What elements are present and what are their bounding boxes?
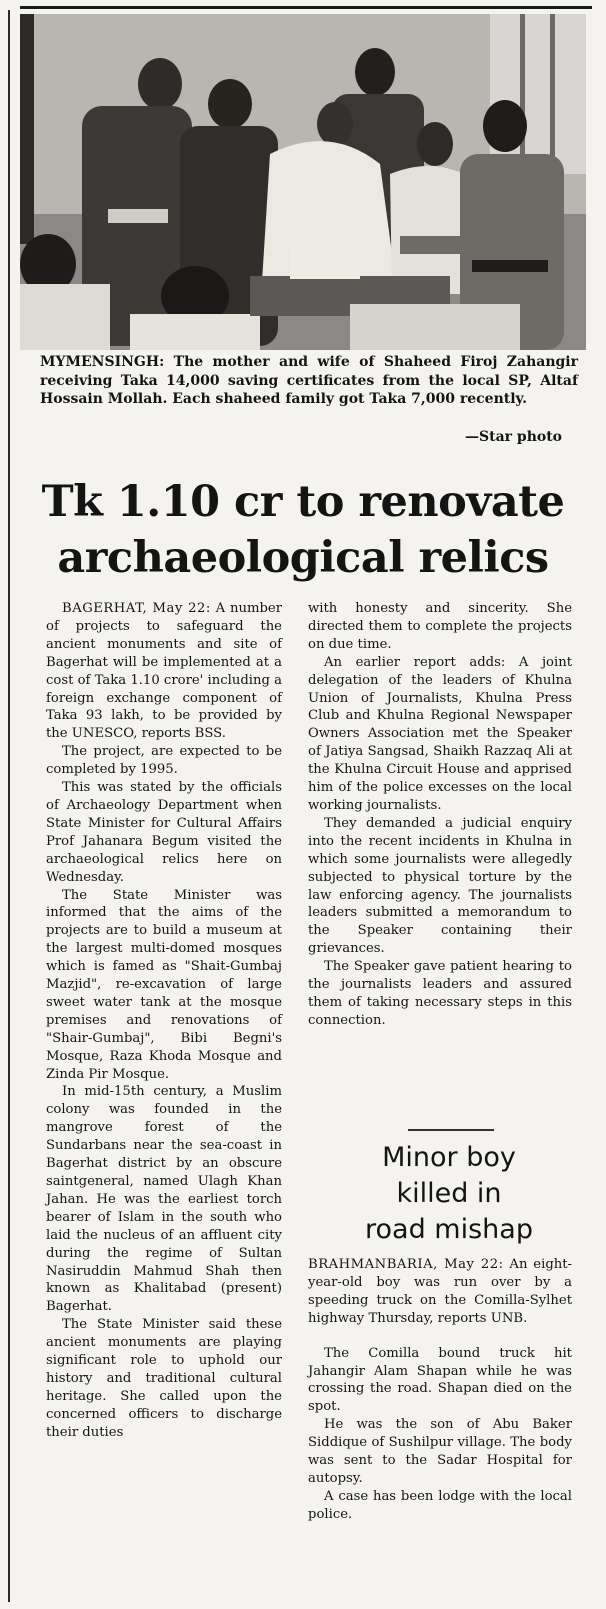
article-paragraph: The Comilla bound truck hit Jahangir Alam Shapan while he was crossing the road. Shapan died on the spot. xyxy=(308,1345,572,1415)
article-paragraph: The Speaker gave patient hearing to the journalists leaders and assured them of taking necessary steps in this connection. xyxy=(308,959,572,1028)
paragraph-text: A number of projects to safeguard the ancient monuments and site of Bagerhat will be implemented at a cost of Taka 1.10 crore' including a foreign exchange component of Taka 93 lakh, to be provided by the UNESCO, reports BSS. xyxy=(46,601,282,742)
dateline: BRAHMANBARIA, May 22: xyxy=(308,1257,504,1272)
story-divider xyxy=(408,1129,494,1131)
main-headline xyxy=(20,474,586,586)
article-paragraph: This was stated by the officials of Archaeology Department when State Minister for Cultural Affairs Prof Jahanara Begum visited the archaeological relics here on Wednesday. xyxy=(46,780,282,885)
main-headline-line-1: Tk 1.10 cr to renovate xyxy=(41,477,565,527)
article-paragraph: The State Minister said these ancient monuments are playing significant role to uphold our history and traditional cultural heritage. She called upon the concerned officers to discharge their duties xyxy=(46,1317,282,1440)
top-rule xyxy=(20,6,592,9)
secondary-headline-line-2: killed in xyxy=(396,1178,502,1209)
paragraph-gap xyxy=(308,1328,572,1345)
secondary-headline xyxy=(318,1140,580,1248)
article-column-right xyxy=(308,600,572,1030)
article-paragraph: In mid-15th century, a Muslim colony was founded in the mangrove forest of the Sundarbans near the sea-coast in Bagerhat district by an obscure saintgeneral, named Ulagh Khan Jahan. He was the earliest torch bearer of Islam in the south who laid the nucleus of an affluent city during the regime of Sultan Nasiruddin Mahmud Shah then known as Khalitabad (present) Bagerhat. xyxy=(46,1084,282,1315)
main-headline-line-2: archaeological relics xyxy=(57,533,549,583)
secondary-article xyxy=(308,1256,572,1524)
photo-caption: MYMENSINGH: The mother and wife of Shaheed Firoj Zahangir receiving Taka 14,000 saving certificates from the local SP, Altaf Hossain Mollah. Each shaheed family got Taka 7,000 recently. xyxy=(40,354,578,407)
article-paragraph xyxy=(308,1256,572,1328)
secondary-headline-line-1: Minor boy xyxy=(382,1142,516,1173)
column-rule xyxy=(8,10,10,1602)
paragraph-text: An eight-year-old boy was run over by a speeding truck on the Comilla-Sylhet highway Thursday, reports UNB. xyxy=(308,1257,573,1326)
article-paragraph: The State Minister was informed that the aims of the projects are to build a museum at the largest multi-domed mosques which is famed as "Shait-Gumbaj Mazjid", re-excavation of large sweet water tank at the mosque premises and renovations of "Shair-Gumbaj", Bibi Begni's Mosque, Raza Khoda Mosque and Zinda Pir Mosque. xyxy=(46,887,282,1082)
news-photo-illustration xyxy=(20,14,586,350)
article-paragraph: with honesty and sincerity. She directed them to complete the projects on due time. xyxy=(308,601,572,652)
photo-credit: —Star photo xyxy=(465,429,563,445)
news-photo xyxy=(20,14,586,350)
article-paragraph: He was the son of Abu Baker Siddique of Sushilpur village. The body was sent to the Sadar Hospital for autopsy. xyxy=(308,1417,572,1486)
secondary-headline-line-3: road mishap xyxy=(365,1214,533,1245)
dateline: BAGERHAT, May 22: xyxy=(62,601,211,616)
article-paragraph: An earlier report adds: A joint delegation of the leaders of Khulna Union of Journalists, Khulna Press Club and Khulna Regional Newspaper Owners Association met the Speaker of Jatiya Sangsad, Shaikh Razzaq Ali at the Khulna Circuit House and apprised him of the police excesses on the local working journalists. xyxy=(308,654,572,813)
article-paragraph: The project, are expected to be completed by 1995. xyxy=(46,744,282,778)
article-paragraph: A case has been lodge with the local police. xyxy=(308,1488,572,1522)
article-paragraph xyxy=(46,600,282,743)
article-paragraph: They demanded a judicial enquiry into the recent incidents in Khulna in which some journalists were allegedly subjected to physical torture by the law enforcing agency. The journalists leaders submitted a memorandum to the Speaker containing their grievances. xyxy=(308,815,572,957)
article-column-left xyxy=(46,600,282,1442)
